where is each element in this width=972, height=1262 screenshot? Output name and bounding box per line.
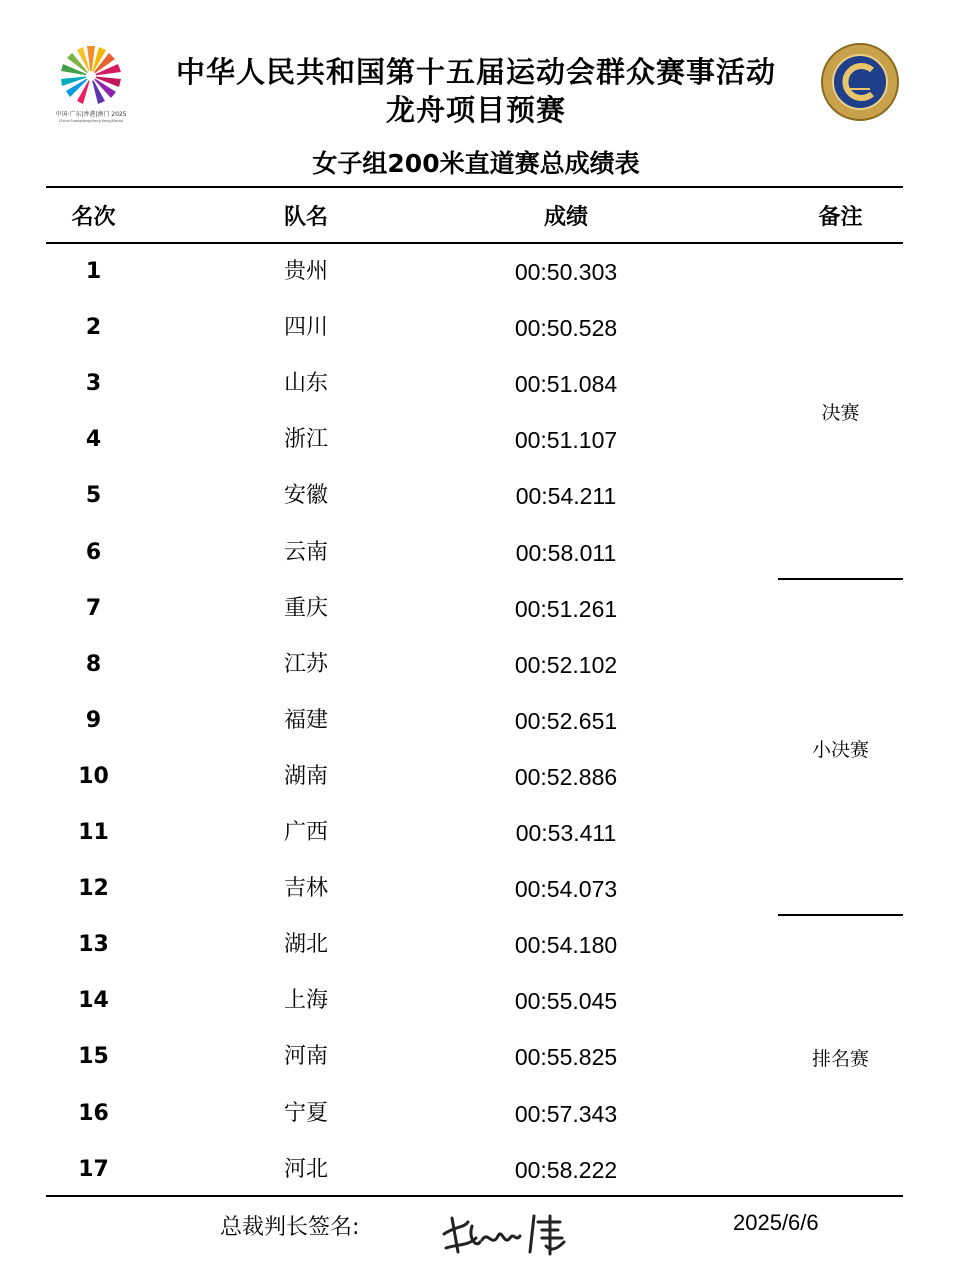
result-time-cell: 00:58.011 bbox=[515, 539, 617, 566]
note-separator bbox=[778, 914, 903, 916]
rank-cell: 14 bbox=[78, 988, 109, 1014]
team-name-cell: 宁夏 bbox=[283, 1100, 328, 1126]
left-logo-caption: 中国·广东|香港|澳门 2025 bbox=[55, 111, 127, 118]
rank-cell: 12 bbox=[78, 876, 109, 902]
team-name-cell: 四川 bbox=[283, 315, 328, 341]
handwritten-signature-icon bbox=[438, 1208, 578, 1258]
rank-cell: 13 bbox=[78, 932, 109, 958]
note-ranking-race: 排名赛 bbox=[811, 1048, 869, 1070]
column-header-note: 备注 bbox=[818, 205, 863, 230]
note-final: 决赛 bbox=[821, 402, 860, 424]
result-time-cell: 00:54.180 bbox=[514, 932, 618, 959]
result-time-cell: 00:50.303 bbox=[514, 259, 618, 285]
table-row bbox=[46, 1029, 903, 1085]
result-time-cell: 00:54.211 bbox=[515, 483, 617, 510]
rank-cell: 11 bbox=[78, 820, 109, 845]
rank-cell: 8 bbox=[85, 651, 102, 677]
note-separator bbox=[778, 578, 903, 580]
table-subtitle: 女子组200米直道赛总成绩表 bbox=[312, 149, 640, 178]
team-name-cell: 吉林 bbox=[283, 876, 328, 902]
result-time-cell: 00:57.343 bbox=[514, 1100, 618, 1127]
result-time-cell: 00:50.528 bbox=[514, 315, 618, 342]
table-row bbox=[46, 917, 903, 973]
note-small-final: 小决赛 bbox=[811, 739, 869, 761]
team-name-cell: 河北 bbox=[283, 1156, 328, 1182]
table-row bbox=[46, 300, 903, 356]
rank-cell: 17 bbox=[78, 1156, 109, 1182]
team-name-cell: 河南 bbox=[283, 1044, 328, 1070]
rank-cell: 2 bbox=[85, 315, 102, 341]
table-bottom-rule bbox=[46, 1195, 903, 1197]
column-header-rank: 名次 bbox=[71, 205, 116, 230]
team-name-cell: 湖南 bbox=[283, 763, 328, 789]
table-row bbox=[46, 973, 903, 1029]
rank-cell: 6 bbox=[85, 539, 102, 565]
result-time-cell: 00:53.411 bbox=[515, 820, 617, 846]
page-title-line1: 中华人民共和国第十五届运动会群众赛事活动 bbox=[175, 55, 776, 89]
sign-date: 2025/6/6 bbox=[733, 1210, 819, 1235]
table-row bbox=[46, 468, 903, 524]
rank-cell: 15 bbox=[78, 1044, 109, 1070]
team-name-cell: 福建 bbox=[283, 707, 328, 733]
rank-cell: 4 bbox=[85, 427, 102, 453]
table-row bbox=[46, 693, 903, 749]
rank-cell: 10 bbox=[78, 763, 109, 789]
rank-cell: 7 bbox=[85, 595, 102, 621]
team-name-cell: 广西 bbox=[283, 820, 328, 845]
signature-label: 总裁判长签名: bbox=[220, 1215, 360, 1240]
result-time-cell: 00:52.102 bbox=[514, 651, 618, 678]
table-row bbox=[46, 244, 903, 300]
result-time-cell: 00:54.073 bbox=[514, 876, 618, 903]
table-row bbox=[46, 412, 903, 468]
result-time-cell: 00:55.825 bbox=[514, 1044, 618, 1071]
team-name-cell: 云南 bbox=[283, 539, 328, 565]
result-time-cell: 00:51.084 bbox=[514, 371, 618, 398]
team-name-cell: 山东 bbox=[283, 371, 328, 397]
team-name-cell: 上海 bbox=[283, 988, 328, 1014]
page-title-line2: 龙舟项目预赛 bbox=[385, 93, 566, 127]
team-name-cell: 浙江 bbox=[283, 427, 328, 453]
result-time-cell: 00:51.107 bbox=[514, 427, 618, 454]
team-name-cell: 重庆 bbox=[283, 595, 328, 621]
result-time-cell: 00:52.651 bbox=[514, 707, 618, 734]
team-name-cell: 江苏 bbox=[283, 651, 328, 677]
rank-cell: 16 bbox=[78, 1100, 109, 1126]
table-row bbox=[46, 1086, 903, 1142]
table-row bbox=[46, 861, 903, 917]
table-row bbox=[46, 356, 903, 412]
table-row bbox=[46, 637, 903, 693]
result-time-cell: 00:51.261 bbox=[514, 595, 618, 622]
table-row bbox=[46, 805, 903, 861]
table-top-rule bbox=[46, 186, 903, 188]
team-name-cell: 贵州 bbox=[283, 259, 328, 284]
rank-cell: 5 bbox=[85, 483, 102, 509]
table-row bbox=[46, 525, 903, 581]
result-time-cell: 00:52.886 bbox=[514, 763, 618, 790]
result-time-cell: 00:58.222 bbox=[514, 1156, 618, 1183]
team-name-cell: 安徽 bbox=[283, 483, 328, 509]
column-header-time: 成绩 bbox=[543, 205, 588, 230]
left-logo-caption-en: China·Guangdong|Hong Kong|Macao bbox=[58, 119, 124, 123]
table-row bbox=[46, 1142, 903, 1198]
result-time-cell: 00:55.045 bbox=[514, 988, 618, 1015]
column-header-team: 队名 bbox=[283, 205, 328, 230]
rank-cell: 3 bbox=[85, 371, 102, 397]
table-row bbox=[46, 749, 903, 805]
team-name-cell: 湖北 bbox=[283, 932, 328, 958]
rank-cell: 1 bbox=[85, 259, 102, 284]
table-row bbox=[46, 581, 903, 637]
rank-cell: 9 bbox=[85, 707, 102, 733]
